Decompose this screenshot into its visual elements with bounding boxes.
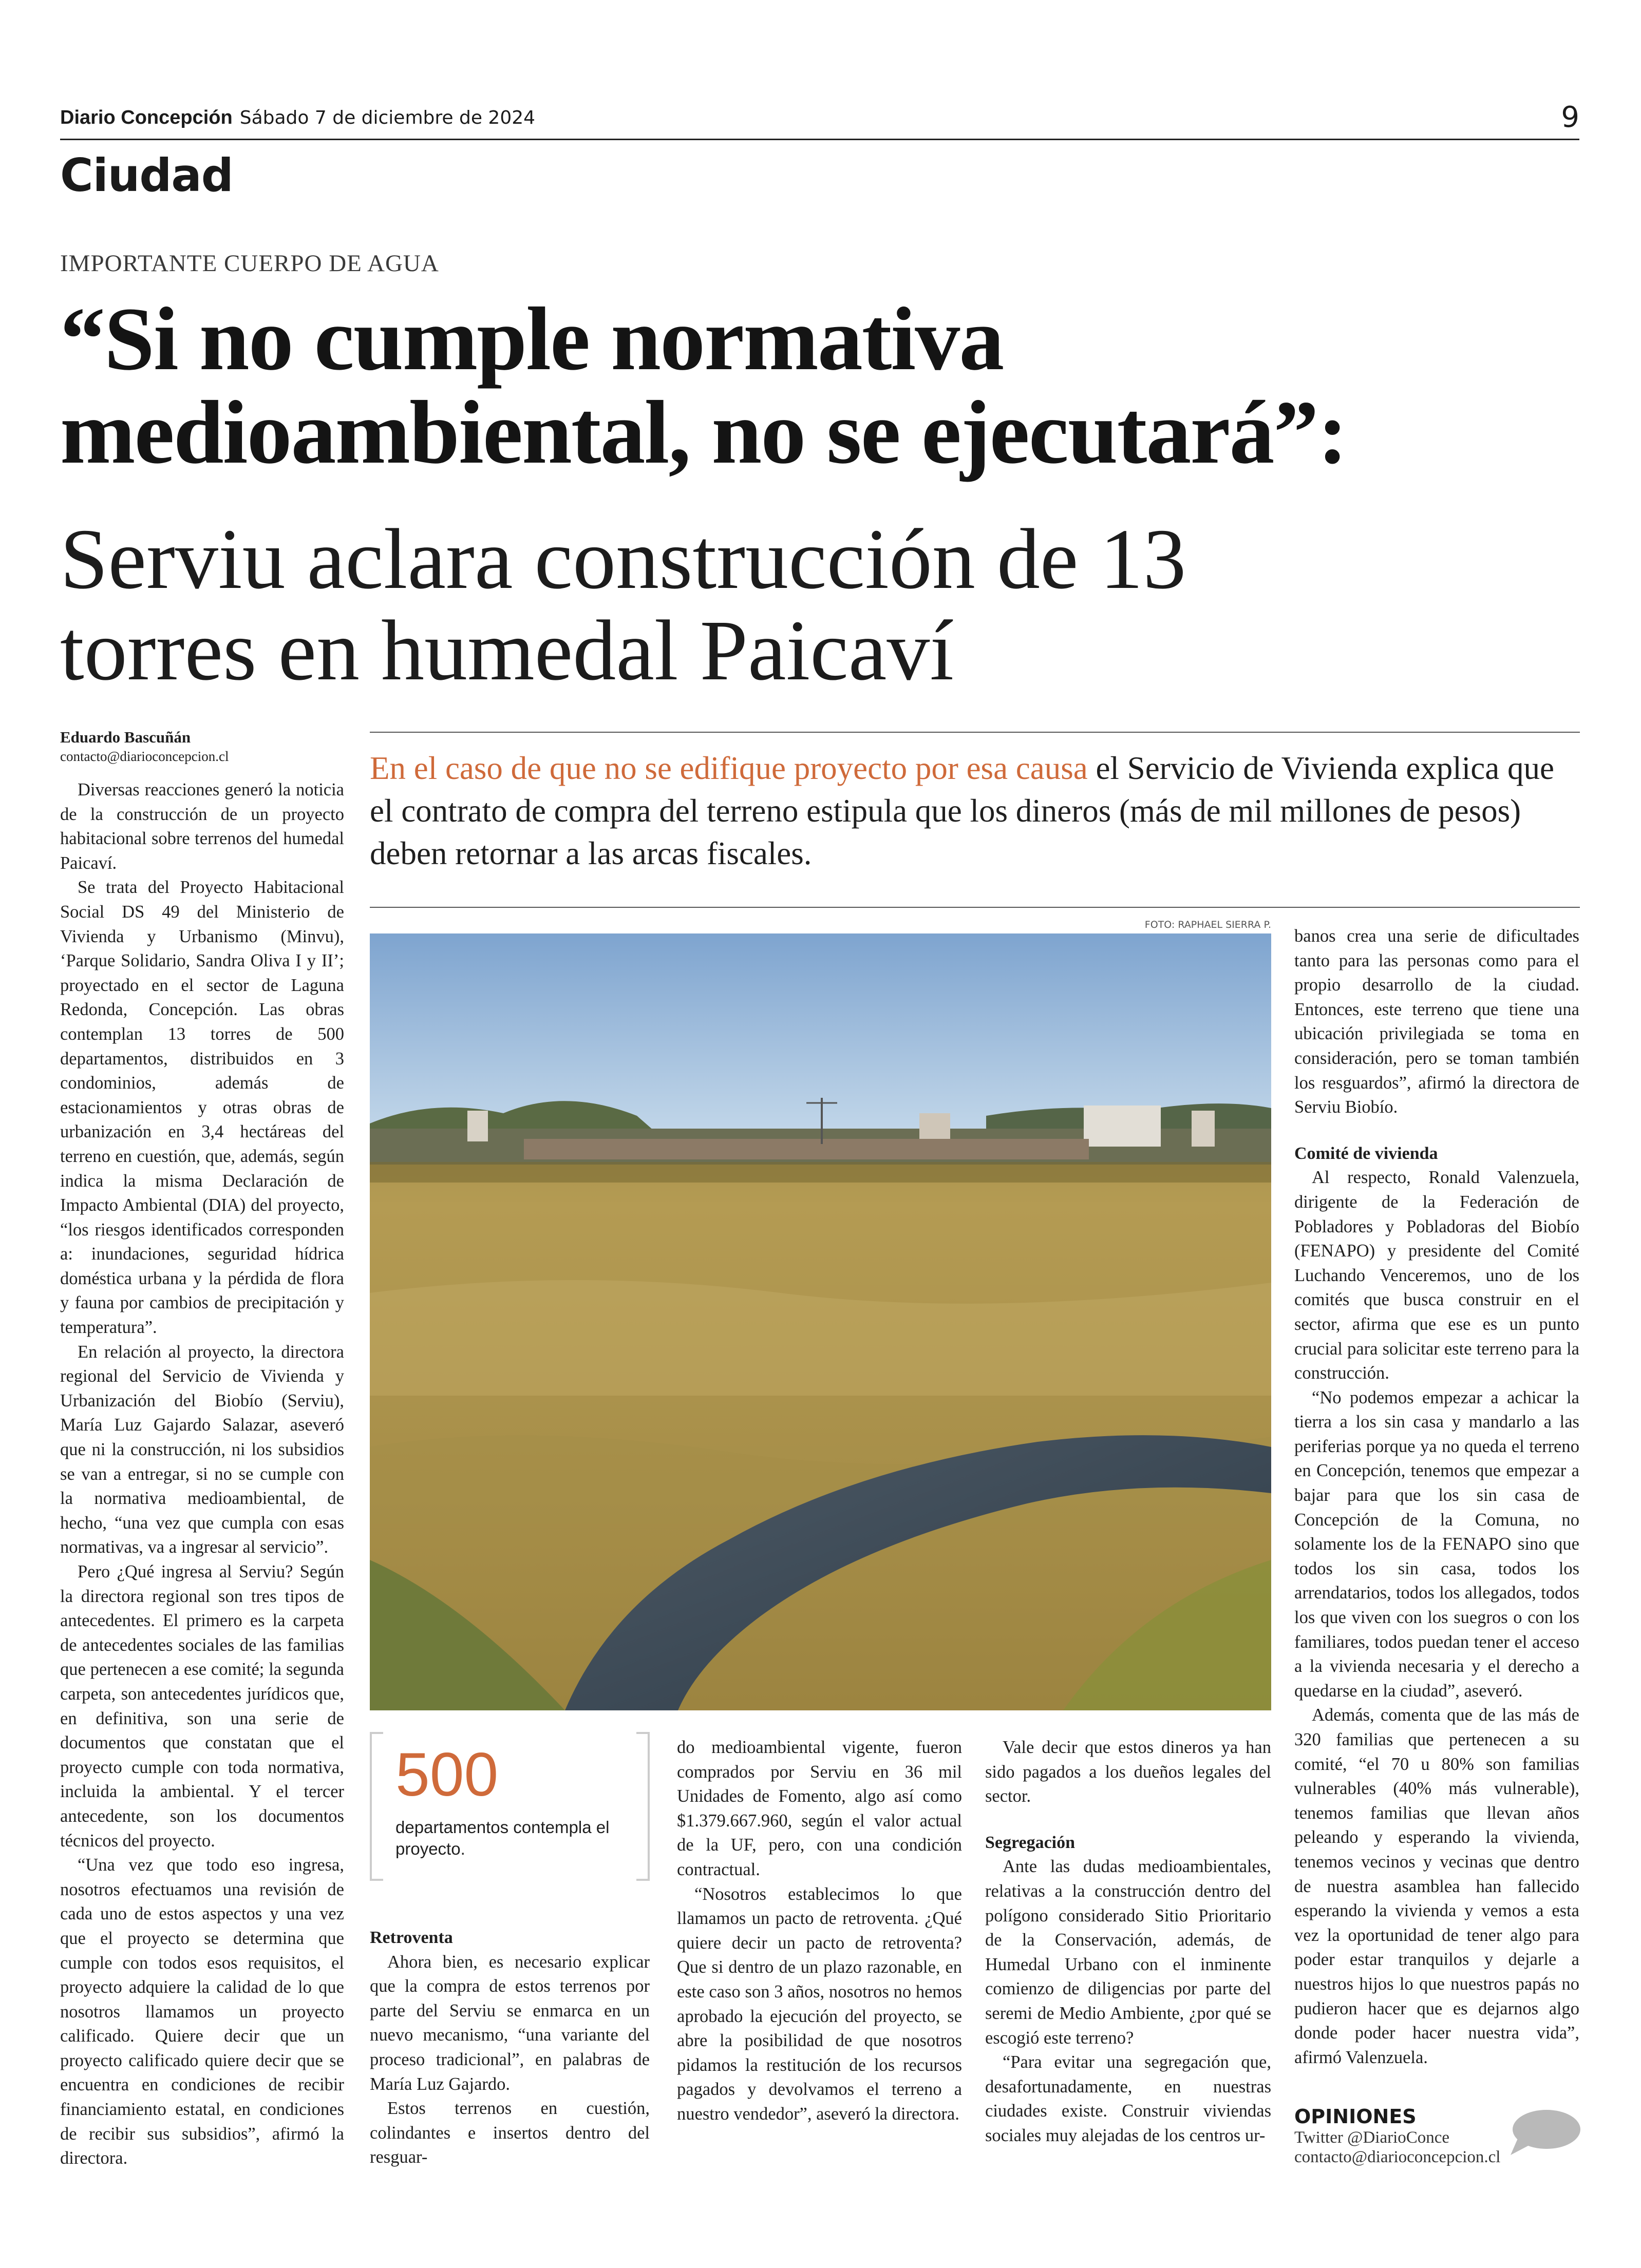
subtitle-retroventa: Retroventa [370, 1928, 453, 1947]
subtitle-comite: Comité de vivienda [1294, 1143, 1438, 1163]
page-header [60, 101, 1579, 138]
headline-line-1: “Si no cumple normativa [60, 289, 1004, 389]
paragraph: Al respecto, Ronald Valenzuela, dirigente de la Federación de Pobladores y Pobladoras del Biobío (FENAPO) y presidente del Comité Luchando Venceremos, uno de los comités que busca construir en el sector, afirma que ese es un punto crucial para solicitar este terreno para la construcción. [1294, 1168, 1579, 1383]
page-number: 9 [1561, 101, 1579, 134]
paragraph: Ahora bien, es necesario explicar que la compra de estos terrenos por parte del Serviu se enmarca en un nuevo mecanismo, “una variante del proceso tradicional”, en palabras de María Luz Gajardo. [370, 1952, 650, 2094]
article-column-4 [985, 1736, 1271, 2223]
paragraph: banos crea una serie de dificultades tanto para las personas como para el propio desarrollo de la ciudad. Entonces, este terreno que tiene una ubicación privilegiada se toma en consideración, pero se toman también los resguardos”, afirmó la directora de Serviu Biobío. [1294, 926, 1579, 1117]
factbox-caption: departamentos contempla el proyecto. [395, 1818, 610, 1858]
article-column-2 [370, 1926, 650, 2234]
publication-name: Diario Concepción [60, 107, 233, 128]
lead-accent: En el caso de que no se edifique proyecto por esa causa [370, 750, 1088, 786]
speech-bubble-icon [1507, 2108, 1582, 2157]
lead-divider-bottom [370, 907, 1580, 908]
headline-line-2: medioambiental, no se ejecutará”: [60, 383, 1347, 483]
paragraph: Ante las dudas medioambientales, relativas a la construcción dentro del polígono considerado Sitio Prioritario de la Conservación, además, de Humedal Urbano con el inminente comienzo de diligencias por parte del seremi de Medio Ambiente, ¿por qué se escogió este terreno? [985, 1857, 1271, 2048]
article-column-right [1294, 924, 1579, 2100]
opinions-email: contacto@diarioconcepcion.cl [1294, 2148, 1501, 2166]
publication-date: Sábado 7 de diciembre de 2024 [239, 107, 536, 128]
lead-paragraph [370, 747, 1580, 875]
opinions-title: OPINIONES [1294, 2105, 1417, 2128]
paragraph: Vale decir que estos dineros ya han sido pagados a los dueños legales del sector. [985, 1738, 1271, 1806]
subtitle-segregacion: Segregación [985, 1833, 1076, 1852]
photo-credit: FOTO: RAPHAEL SIERRA P. [1144, 919, 1271, 930]
subheadline [60, 513, 1550, 696]
paragraph: do medioambiental vigente, fueron comprados por Serviu en 36 mil Unidades de Fomento, algo así como $1.379.667.960, según el valor actual de la UF, pero, con una condición contractual. [677, 1738, 962, 1879]
headline [60, 289, 1580, 483]
paragraph: Pero ¿Qué ingresa al Serviu? Según la directora regional son tres tipos de antecedentes. El primero es la carpeta de antecedentes sociales de las familias que pertenecen a ese comité; la segunda carpeta, son antecedentes jurídicos que, en definitiva, son una serie de documentos que constatan que el proyecto cumple con toda normativa, incluida la ambiental. Y el tercer antecedente, son los documentos técnicos del proyecto. [60, 1562, 344, 1851]
opinions-twitter: Twitter @DiarioConce [1294, 2128, 1450, 2147]
factbox-number: 500 [395, 1740, 499, 1809]
author-email: contacto@diarioconcepcion.cl [60, 749, 229, 764]
paragraph: “Una vez que todo eso ingresa, nosotros efectuamos una revisión de cada uno de estos aspectos y una vez que el proyecto se determina que cumple con todos esos requisitos, el proyecto adquiere la calidad de lo que nosotros llamamos un proyecto calificado. Quiere decir que un proyecto calificado quiere decir que se encuentra en condiciones de recibir financiamiento estatal, en condiciones de recibir sus subsidios”, afirmó la directora. [60, 1855, 344, 2168]
header-divider [60, 139, 1579, 140]
section-title: Ciudad [60, 149, 233, 202]
paragraph: Se trata del Proyecto Habitacional Social DS 49 del Ministerio de Vivienda y Urbanismo (Minvu), ‘Parque Solidario, Sandra Oliva I y II’; proyectado en el sector de Laguna Redonda, Concepción. Las obras contemplan 13 torres de 500 departamentos, distribuidos en 3 condominios, además de estacionamientos y otras obras de urbanización en 3,4 hectáreas del terreno en cuestión, que, además, según indica la misma Declaración de Impacto Ambiental (DIA) del proyecto, “los riesgos identificados corresponden a: inundaciones, seguridad hídrica doméstica urbana y la pérdida de flora y fauna por cambios de precipitación y temperatura”. [60, 878, 344, 1338]
wetland-photo [370, 933, 1271, 1710]
factbox [370, 1732, 650, 1881]
paragraph: “No podemos empezar a achicar la tierra a los sin casa y mandarlo a las periferias porque ya no queda el terreno en Concepción, tenemos que empezar a bajar para que los sin casa de Concepción de la Comuna, no solamente los de la FENAPO sino que todos los sin casa, todos los arrendatarios, todos los allegados, todos los que viven con los suegros o con los familiares, todos puedan tener el acceso a la vivienda necesaria y el derecho a quedarse en la ciudad”, aseveró. [1294, 1387, 1579, 1701]
paragraph: “Nosotros establecimos lo que llamamos un pacto de retroventa. ¿Qué quiere decir un pacto de retroventa? Que si dentro de un plazo razonable, en este caso son 3 años, nosotros no hemos aprobado la ejecución del proyecto, se abre la posibilidad de que nosotros pidamos la restitución de los recursos pagados y devolvamos el terreno a nuestro vendedor”, aseveró la directora. [677, 1884, 962, 2124]
opinions-box [1294, 2105, 1582, 2167]
paragraph: Diversas reacciones generó la noticia de la construcción de un proyecto habitacional sobre terrenos del humedal Paicaví. [60, 780, 344, 873]
subheadline-line-1: Serviu aclara construcción de 13 [60, 511, 1186, 607]
subheadline-line-2: torres en humedal Paicaví [60, 603, 954, 698]
kicker: IMPORTANTE CUERPO DE AGUA [60, 250, 439, 277]
paragraph: Además, comenta que de las más de 320 familias que pertenecen a su comité, “el 70 u 80% son familias vulnerables (40% más vulnerable), tenemos familias que llevan años peleando y esperando la vivienda, tenemos vecinos y vecinas que dentro de nuestra asamblea han fallecido esperando la vivienda y vemos a esta vez la oportunidad de tener algo para poder estar tranquilos y dejarle a nuestros hijos lo que nuestros papás no pudieron hacer que es dejarnos algo donde poder hacer nuestra vida”, afirmó Valenzuela. [1294, 1705, 1579, 2067]
author-name: Eduardo Bascuñán [60, 728, 191, 746]
lead-text: el Servicio de Vivienda explica que el contrato de compra del terreno estipula que los dineros (más de mil millones de pesos) deben retornar a las arcas fiscales. [370, 750, 1554, 871]
article-column-3 [677, 1736, 962, 2223]
paragraph: Estos terrenos en cuestión, colindantes e insertos dentro del resguar- [370, 2099, 650, 2167]
byline [60, 728, 389, 765]
factbox-bracket-left [370, 1732, 383, 1881]
paragraph: En relación al proyecto, la directora regional del Servicio de Vivienda y Urbanización del Biobío (Serviu), María Luz Gajardo Salazar, aseveró que ni la construcción, ni los subsidios se van a entregar, si no se cumple con la normativa medioambiental, de hecho, “una vez que cumpla con esas normativas, va a ingresar al servicio”. [60, 1342, 344, 1557]
article-column-1 [60, 778, 344, 2216]
lead-divider-top [370, 732, 1580, 733]
factbox-bracket-right [636, 1732, 650, 1881]
paragraph: “Para evitar una segregación que, desafortunadamente, en nuestras ciudades existe. Construir viviendas sociales muy alejadas de los centros ur- [985, 2052, 1271, 2145]
